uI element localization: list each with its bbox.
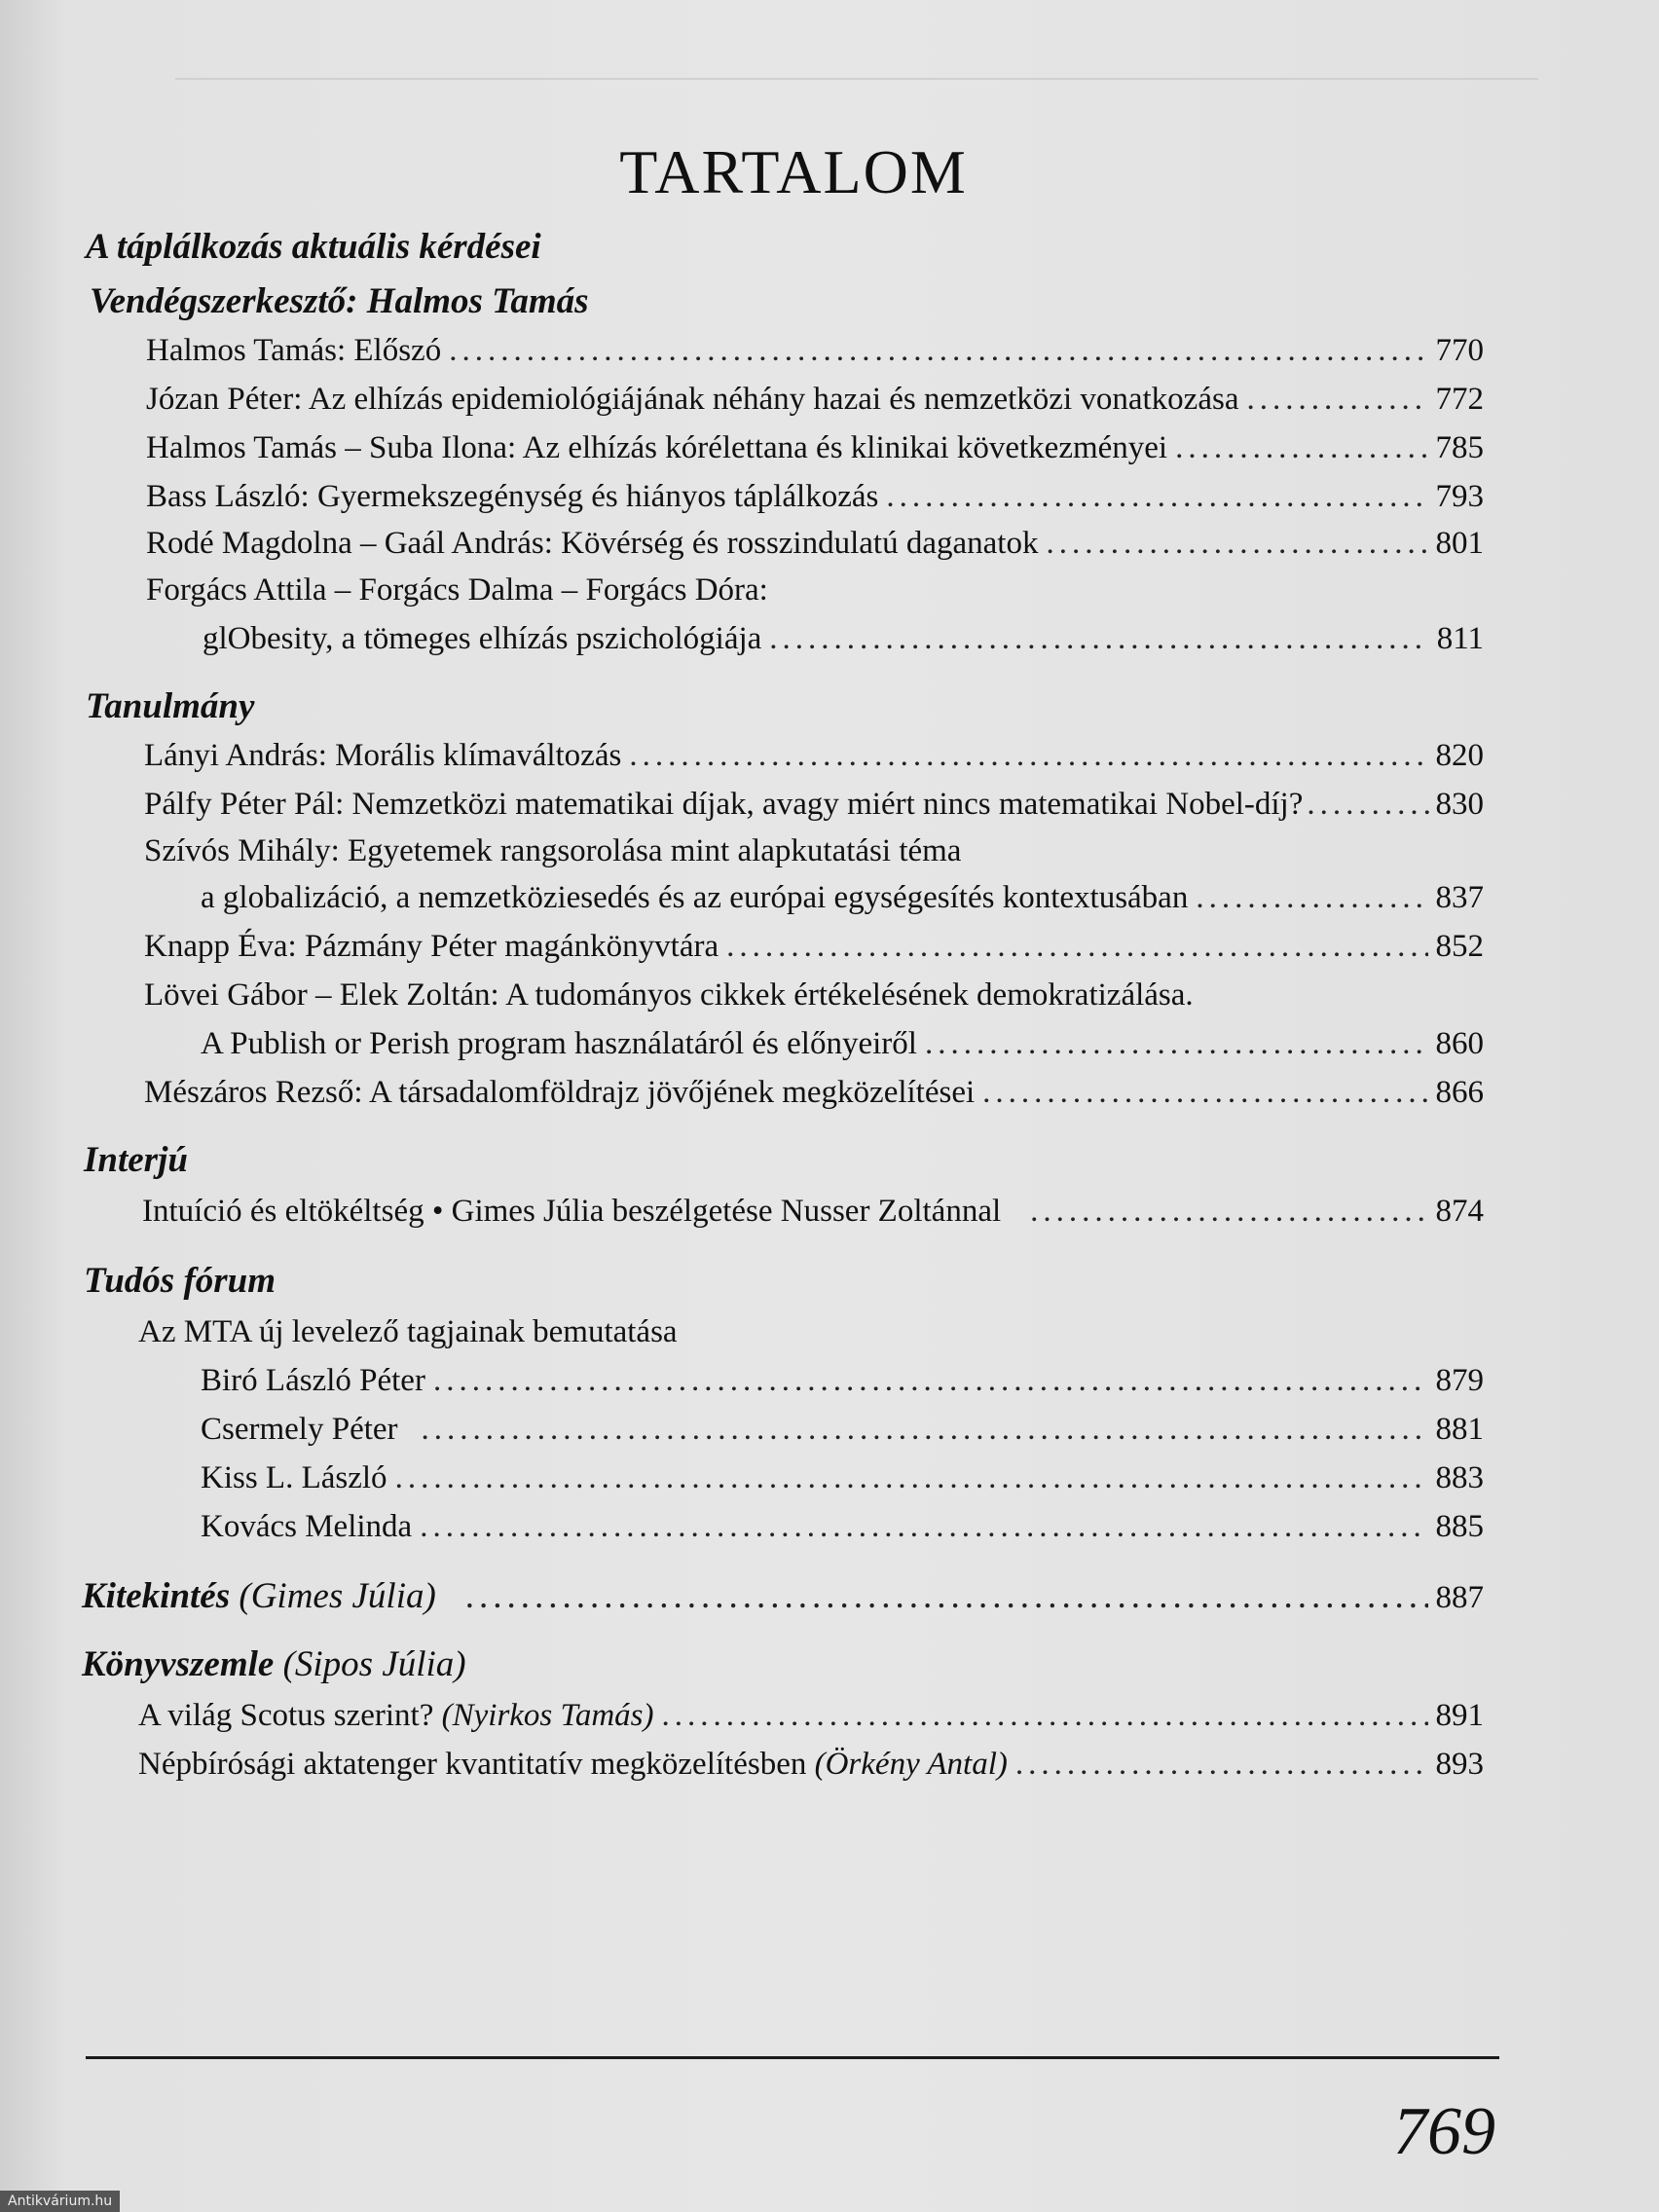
toc-entry[interactable]	[146, 526, 1484, 562]
entry-page: 772	[1435, 382, 1484, 417]
toc-entry[interactable]	[146, 333, 1484, 369]
entry-page: 820	[1435, 738, 1484, 773]
entry-title-line1: Forgács Attila – Forgács Dalma – Forgács Dóra:	[146, 572, 768, 608]
entry-title: Halmos Tamás – Suba Ilona: Az elhízás kórélettana és klinikai következményei	[146, 430, 1168, 465]
section-heading-text: Könyvszemle	[82, 1644, 275, 1684]
leader-dots	[629, 738, 1427, 774]
page-title: TARTALOM	[619, 137, 968, 206]
leader-dots	[433, 1363, 1428, 1399]
guest-editor-line: Vendégszerkesztő: Halmos Tamás	[90, 281, 589, 321]
toc-entry[interactable]	[146, 479, 1484, 515]
entry-title-text: Népbírósági aktatenger kvantitatív megközelítésben	[138, 1747, 807, 1782]
toc-entry[interactable]	[146, 382, 1484, 418]
toc-entry[interactable]	[138, 1698, 1484, 1734]
toc-entry[interactable]	[201, 1363, 1484, 1399]
entry-title-text: A világ Scotus szerint?	[138, 1698, 434, 1733]
entry-title: Kovács Melinda	[201, 1509, 413, 1544]
leader-dots	[420, 1509, 1427, 1545]
toc-entry[interactable]	[201, 1509, 1484, 1545]
entry-title: Rodé Magdolna – Gaál András: Kövérség és rosszindulatú daganatok	[146, 526, 1039, 561]
leader-dots	[769, 621, 1428, 657]
entry-title-line1: Szívós Mihály: Egyetemek rangsorolása mint alapkutatási téma	[144, 833, 962, 868]
leader-dots	[422, 1412, 1428, 1448]
toc-entry[interactable]	[201, 1412, 1484, 1448]
entry-title: Józan Péter: Az elhízás epidemiológiájának néhány hazai és nemzetközi vonatkozása	[146, 382, 1239, 417]
entry-page: 793	[1435, 479, 1484, 514]
entry-page: 866	[1435, 1075, 1484, 1110]
leader-dots	[1246, 382, 1427, 418]
entry-title: Bass László: Gyermekszegénység és hiányos táplálkozás	[146, 479, 879, 514]
leader-dots	[1030, 1194, 1427, 1230]
section-editor: (Sipos Júlia)	[282, 1644, 466, 1684]
entry-title: Halmos Tamás: Előszó	[146, 333, 442, 368]
page-number: 769	[1393, 2094, 1495, 2169]
entry-page: 883	[1435, 1460, 1484, 1495]
toc-entry[interactable]	[201, 1026, 1484, 1062]
entry-title: Csermely Péter	[201, 1412, 398, 1447]
entry-page: 837	[1435, 880, 1484, 915]
section-heading: A táplálkozás aktuális kérdései	[86, 227, 541, 267]
leader-dots	[726, 929, 1427, 965]
entry-title	[138, 1698, 654, 1734]
leader-dots	[1015, 1747, 1428, 1783]
entry-page: 885	[1435, 1509, 1484, 1544]
reviewer-name: (Nyirkos Tamás)	[441, 1698, 654, 1733]
entry-title: Lányi András: Morális klímaváltozás	[144, 738, 622, 773]
section-heading-text: Kitekintés	[82, 1576, 231, 1616]
leader-dots	[449, 333, 1427, 369]
leader-dots	[982, 1075, 1427, 1111]
section-heading	[82, 1575, 436, 1617]
watermark: Antikvárium.hu	[0, 2191, 120, 2212]
entry-page: 770	[1435, 333, 1484, 368]
entry-page: 879	[1435, 1363, 1484, 1398]
entry-page: 860	[1435, 1026, 1484, 1061]
entry-page: 830	[1435, 787, 1484, 822]
entry-page: 785	[1435, 430, 1484, 465]
leader-dots	[465, 1575, 1428, 1617]
entry-title: a globalizáció, a nemzetköziesedés és az európai egységesítés kontextusában	[201, 880, 1189, 915]
toc-entry[interactable]	[144, 738, 1484, 774]
entry-page: 811	[1436, 621, 1484, 656]
entry-page: 881	[1435, 1412, 1484, 1447]
toc-entry-section[interactable]	[82, 1575, 1484, 1617]
toc-entry[interactable]	[144, 1075, 1484, 1111]
toc-entry[interactable]	[203, 621, 1484, 657]
leader-dots	[1196, 880, 1427, 916]
toc-entry[interactable]	[144, 929, 1484, 965]
entry-title	[138, 1747, 1008, 1783]
section-heading: Tanulmány	[86, 686, 255, 726]
entry-page: 891	[1435, 1698, 1484, 1733]
toc-entry[interactable]	[138, 1747, 1484, 1783]
section-heading	[82, 1643, 466, 1685]
toc-entry[interactable]	[144, 787, 1484, 823]
leader-dots	[395, 1460, 1428, 1496]
entry-title: Biró László Péter	[201, 1363, 425, 1398]
reviewer-name: (Örkény Antal)	[814, 1747, 1008, 1782]
leader-dots	[1175, 430, 1427, 466]
subsection-intro: Az MTA új levelező tagjainak bemutatása	[138, 1314, 678, 1349]
leader-dots	[662, 1698, 1428, 1734]
entry-title: Kiss L. László	[201, 1460, 387, 1495]
entry-page: 801	[1435, 526, 1484, 561]
toc-entry[interactable]	[146, 430, 1484, 466]
toc-entry[interactable]	[201, 880, 1484, 916]
entry-title: Knapp Éva: Pázmány Péter magánkönyvtára	[144, 929, 719, 964]
section-heading: Interjú	[84, 1140, 188, 1180]
entry-title-line1: Lövei Gábor – Elek Zoltán: A tudományos cikkek értékelésének demokratizálása.	[144, 977, 1194, 1013]
entry-page: 893	[1435, 1747, 1484, 1782]
footer-rule	[86, 2056, 1499, 2059]
toc-entry[interactable]	[142, 1194, 1484, 1230]
entry-title: A Publish or Perish program használatáról és előnyeiről	[201, 1026, 917, 1061]
entry-title: Intuíció és eltökéltség • Gimes Júlia beszélgetése Nusser Zoltánnal	[142, 1194, 1002, 1229]
entry-page: 887	[1435, 1580, 1484, 1615]
section-editor: (Gimes Júlia)	[239, 1576, 436, 1616]
leader-dots	[925, 1026, 1428, 1062]
entry-title: Pálfy Péter Pál: Nemzetközi matematikai díjak, avagy miért nincs matematikai Nobel-díj?	[144, 787, 1304, 822]
entry-page: 852	[1435, 929, 1484, 964]
entry-title: Mészáros Rezső: A társadalomföldrajz jövőjének megközelítései	[144, 1075, 976, 1110]
entry-page: 874	[1435, 1194, 1484, 1229]
section-heading: Tudós fórum	[84, 1261, 276, 1301]
entry-title: glObesity, a tömeges elhízás pszichológiája	[203, 621, 762, 656]
leader-dots	[886, 479, 1427, 515]
leader-dots	[1307, 787, 1431, 823]
leader-dots	[1046, 526, 1427, 562]
toc-entry[interactable]	[201, 1460, 1484, 1496]
